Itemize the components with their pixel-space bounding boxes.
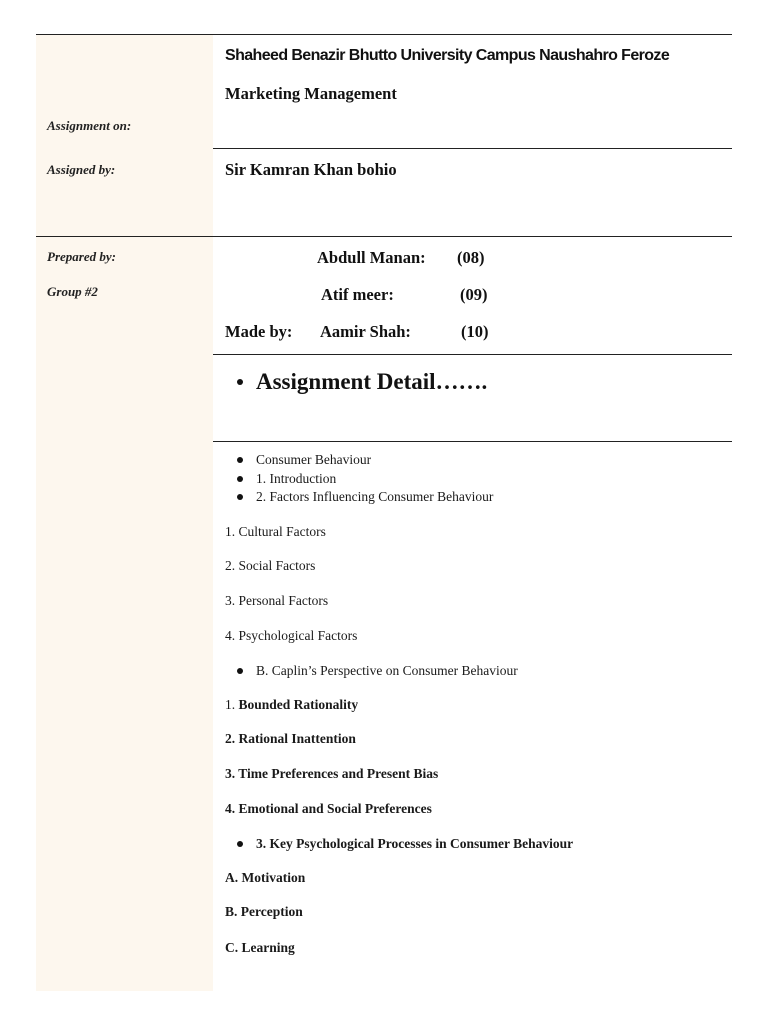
process-item: A. Motivation (225, 870, 306, 885)
divider-top (36, 34, 732, 35)
assignment-on-label: Assignment on: (47, 118, 132, 133)
member-roll: (09) (460, 285, 488, 304)
caplin-item-number: 1. (225, 697, 239, 712)
bullet-icon (237, 379, 243, 385)
list-item (237, 489, 493, 505)
divider-after-detail (213, 441, 732, 442)
list-item-text: 2. Factors Influencing Consumer Behaviour (256, 489, 494, 504)
list-item (237, 663, 518, 679)
factor-item: 2. Social Factors (225, 558, 316, 573)
factor-item: 1. Cultural Factors (225, 524, 326, 539)
teacher-name: Sir Kamran Khan bohio (225, 160, 397, 179)
bullet-icon (237, 457, 243, 463)
detail-heading: Assignment Detail……. (256, 369, 488, 394)
member-name: Abdull Manan: (317, 248, 426, 267)
list-item (237, 452, 371, 468)
caplin-item-text: Bounded Rationality (238, 697, 359, 712)
list-item (237, 471, 336, 487)
group-label: Group #2 (47, 284, 98, 299)
member-roll: (10) (461, 322, 489, 341)
factor-item: 3. Personal Factors (225, 593, 329, 608)
list-item-text: B. Caplin’s Perspective on Consumer Behaviour (256, 663, 518, 678)
member-roll: (08) (457, 248, 485, 267)
university-name: Shaheed Benazir Bhutto University Campus Naushahro Feroze (225, 47, 670, 64)
list-item-text: 3. Key Psychological Processes in Consumer Behaviour (256, 836, 574, 851)
prepared-by-label: Prepared by: (47, 249, 116, 264)
bullet-icon (237, 841, 243, 847)
divider-after-assigned (36, 236, 732, 237)
member-name: Atif meer: (321, 285, 394, 304)
list-item (237, 836, 573, 852)
divider-after-header (213, 148, 732, 149)
subject-title: Marketing Management (225, 84, 397, 103)
bullet-icon (237, 494, 243, 500)
bullet-icon (237, 668, 243, 674)
made-by-label: Made by: (225, 322, 293, 341)
member-name: Aamir Shah: (320, 322, 411, 341)
caplin-item: 4. Emotional and Social Preferences (225, 801, 432, 816)
bullet-icon (237, 476, 243, 482)
list-item-text: Consumer Behaviour (256, 452, 372, 467)
caplin-item (225, 697, 358, 713)
assigned-by-label: Assigned by: (47, 162, 116, 177)
caplin-item: 3. Time Preferences and Present Bias (225, 766, 439, 781)
list-item-text: 1. Introduction (256, 471, 337, 486)
factor-item: 4. Psychological Factors (225, 628, 358, 643)
caplin-item: 2. Rational Inattention (225, 731, 356, 746)
detail-heading-row (237, 369, 487, 395)
process-item: B. Perception (225, 904, 303, 919)
process-item: C. Learning (225, 940, 295, 955)
divider-after-prepared (213, 354, 732, 355)
